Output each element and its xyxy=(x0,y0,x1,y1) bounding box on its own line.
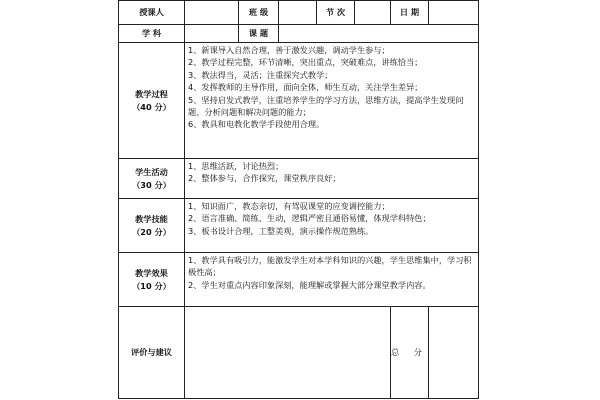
teacher-value[interactable] xyxy=(185,1,239,25)
evaluation-table xyxy=(118,0,479,399)
section-name: 学生活动 xyxy=(135,167,168,178)
section-row xyxy=(119,199,479,253)
section-category xyxy=(119,253,185,307)
criteria-item: 1、新课导入自然合理，善于激发兴趣，调动学生参与； xyxy=(188,45,390,55)
criteria-item: 2、学生对重点内容印象深刻，能理解或掌握大部分课堂教学内容。 xyxy=(188,279,431,290)
section-category xyxy=(119,43,185,159)
section-row xyxy=(119,253,479,307)
criteria-item: 1、教学具有吸引力，能激发学生对本学科知识的兴趣，学生思维集中，学习积极性高； xyxy=(188,255,472,278)
total-score-value[interactable] xyxy=(429,307,479,399)
period-label: 节 次 xyxy=(317,1,355,25)
evaluation-row xyxy=(119,307,479,399)
total-score-label: 总 分 xyxy=(391,307,429,399)
criteria-item: 3、板书设计合理，工整美观，演示操作规范熟练。 xyxy=(188,225,374,236)
subject-value[interactable] xyxy=(185,25,239,43)
criteria-item: 1、思维活跃，讨论热烈； xyxy=(188,161,284,171)
section-criteria xyxy=(185,199,479,253)
date-value[interactable] xyxy=(429,1,479,25)
topic-value[interactable] xyxy=(279,25,479,43)
section-criteria xyxy=(185,253,479,307)
section-name: 教学过程 xyxy=(135,89,168,100)
evaluation-label: 评价与建议 xyxy=(119,307,185,399)
period-value[interactable] xyxy=(355,1,391,25)
header-row-2 xyxy=(119,25,479,43)
subject-label: 学 科 xyxy=(119,25,185,43)
criteria-item: 4、发挥教师的主导作用，面向全体，师生互动，关注学生差异； xyxy=(188,82,423,93)
evaluation-form xyxy=(118,0,478,400)
criteria-item: 2、语言准确、简练、生动，逻辑严密且通俗易懂，体现学科特色； xyxy=(188,213,431,224)
evaluation-input[interactable] xyxy=(185,307,391,399)
section-points: （20 分） xyxy=(132,226,171,237)
section-points: （30 分） xyxy=(132,179,171,190)
section-category xyxy=(119,199,185,253)
criteria-item: 3、教法得当，灵活；注重探究式教学； xyxy=(188,69,333,80)
class-value[interactable] xyxy=(279,1,317,25)
date-label: 日 期 xyxy=(391,1,429,25)
criteria-item: 6、教具和电教化教学手段使用合理。 xyxy=(188,119,325,130)
teacher-label: 授课人 xyxy=(119,1,185,25)
criteria-item: 5、坚持启发式教学，注重培养学生的学习方法，思维方法，提高学生发现问题、分析问题和解决问题的能力； xyxy=(188,94,464,118)
section-row xyxy=(119,43,479,159)
section-name: 教学技能 xyxy=(135,214,168,225)
section-points: （40 分） xyxy=(132,101,171,112)
section-name: 教学效果 xyxy=(135,268,168,279)
topic-label: 课 题 xyxy=(239,25,279,43)
section-criteria xyxy=(185,159,479,199)
header-row-1 xyxy=(119,1,479,25)
criteria-item: 2、教学过程完整，环节清晰，突出重点，突破难点，讲练恰当； xyxy=(188,57,423,68)
section-category xyxy=(119,159,185,199)
section-criteria xyxy=(185,43,479,159)
section-points: （10 分） xyxy=(132,280,171,291)
criteria-item: 1、知识面广，教态亲切，有驾驭课堂的应变调控能力； xyxy=(188,201,390,211)
section-row xyxy=(119,159,479,199)
class-label: 班 级 xyxy=(239,1,279,25)
criteria-item: 2、整体参与，合作探究，课堂秩序良好； xyxy=(188,173,341,184)
